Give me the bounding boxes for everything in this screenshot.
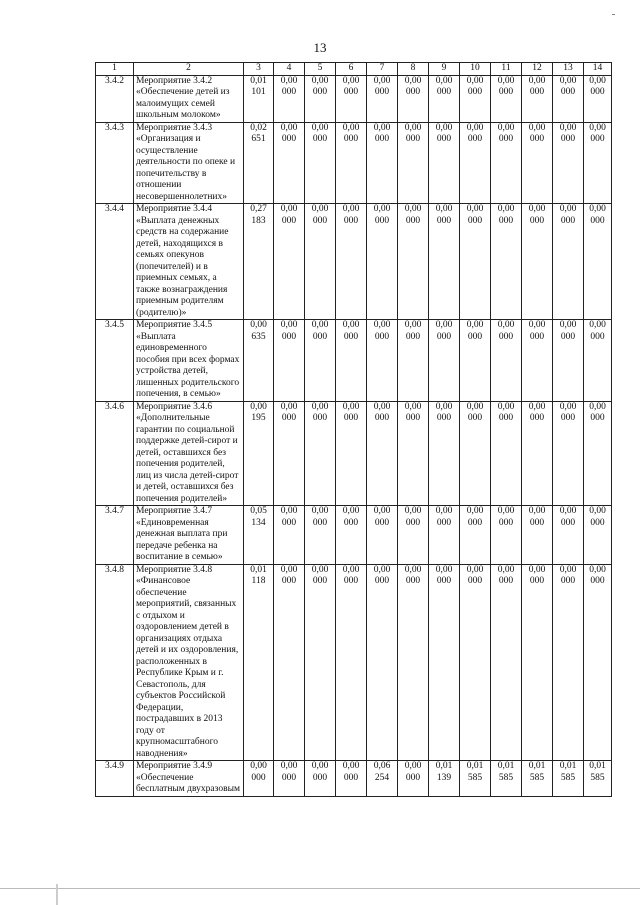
value-cell: 0,00 000 bbox=[274, 204, 305, 320]
value-cell: 0,00 000 bbox=[305, 506, 336, 565]
value-cell: 0,00 635 bbox=[244, 320, 274, 402]
measure-description: Мероприятие 3.4.6 «Дополнительные гарантии по социальной поддержке детей-сирот и детей, оставшихся без попечения родителей, лиц из числа детей-сирот и детей, оставшихся без попечения родителей» bbox=[134, 401, 244, 506]
value-cell: 0,00 195 bbox=[244, 401, 274, 506]
value-cell: 0,00 000 bbox=[274, 401, 305, 506]
value-cell: 0,00 000 bbox=[460, 401, 491, 506]
value-cell: 0,00 000 bbox=[522, 122, 553, 204]
value-cell: 0,00 000 bbox=[336, 320, 367, 402]
value-cell: 0,00 000 bbox=[336, 401, 367, 506]
table-body bbox=[96, 75, 612, 796]
measure-description: Мероприятие 3.4.4 «Выплата денежных средств на содержание детей, находящихся в семьях опекунов (попечителей) и в приемных семьях, а также вознаграждения приемным родителям (родителю)» bbox=[134, 204, 244, 320]
value-cell: 0,00 000 bbox=[522, 75, 553, 122]
value-cell: 0,00 000 bbox=[553, 401, 584, 506]
value-cell: 0,00 000 bbox=[367, 506, 398, 565]
value-cell: 0,00 000 bbox=[398, 761, 429, 797]
value-cell: 0,00 000 bbox=[491, 75, 522, 122]
row-number: 3.4.4 bbox=[96, 204, 134, 320]
value-cell: 0,00 000 bbox=[398, 75, 429, 122]
value-cell: 0,00 000 bbox=[522, 564, 553, 761]
value-cell: 0,00 000 bbox=[305, 204, 336, 320]
value-cell: 0,00 000 bbox=[367, 320, 398, 402]
measure-description: Мероприятие 3.4.2 «Обеспечение детей из малоимущих семей школьным молоком» bbox=[134, 75, 244, 122]
table-row bbox=[96, 320, 612, 402]
value-cell: 0,01 101 bbox=[244, 75, 274, 122]
value-cell: 0,05 134 bbox=[244, 506, 274, 565]
column-header: 4 bbox=[274, 63, 305, 76]
value-cell: 0,01 585 bbox=[522, 761, 553, 797]
column-header: 5 bbox=[305, 63, 336, 76]
column-header: 12 bbox=[522, 63, 553, 76]
row-number: 3.4.8 bbox=[96, 564, 134, 761]
row-number: 3.4.5 bbox=[96, 320, 134, 402]
value-cell: 0,00 000 bbox=[584, 564, 612, 761]
value-cell: 0,00 000 bbox=[584, 320, 612, 402]
binding-mark bbox=[56, 884, 58, 905]
table-row bbox=[96, 401, 612, 506]
value-cell: 0,00 000 bbox=[398, 564, 429, 761]
value-cell: 0,00 000 bbox=[336, 122, 367, 204]
value-cell: 0,00 000 bbox=[553, 122, 584, 204]
value-cell: 0,01 585 bbox=[460, 761, 491, 797]
row-number: 3.4.7 bbox=[96, 506, 134, 565]
value-cell: 0,00 000 bbox=[522, 506, 553, 565]
value-cell: 0,00 000 bbox=[336, 506, 367, 565]
value-cell: 0,00 000 bbox=[491, 564, 522, 761]
value-cell: 0,00 000 bbox=[584, 204, 612, 320]
value-cell: 0,00 000 bbox=[429, 122, 460, 204]
value-cell: 0,00 000 bbox=[429, 320, 460, 402]
value-cell: 0,00 000 bbox=[553, 75, 584, 122]
value-cell: 0,00 000 bbox=[522, 204, 553, 320]
value-cell: 0,00 000 bbox=[398, 506, 429, 565]
value-cell: 0,00 000 bbox=[336, 761, 367, 797]
value-cell: 0,00 000 bbox=[429, 401, 460, 506]
row-number: 3.4.3 bbox=[96, 122, 134, 204]
value-cell: 0,00 000 bbox=[429, 564, 460, 761]
value-cell: 0,00 000 bbox=[336, 564, 367, 761]
value-cell: 0,01 585 bbox=[553, 761, 584, 797]
value-cell: 0,00 000 bbox=[367, 204, 398, 320]
measure-description: Мероприятие 3.4.3 «Организация и осуществление деятельности по опеке и попечительству в отношении несовершеннолетних» bbox=[134, 122, 244, 204]
value-cell: 0,01 585 bbox=[491, 761, 522, 797]
value-cell: 0,00 000 bbox=[491, 122, 522, 204]
table-row bbox=[96, 204, 612, 320]
value-cell: 0,00 000 bbox=[367, 401, 398, 506]
value-cell: 0,00 000 bbox=[584, 75, 612, 122]
value-cell: 0,00 000 bbox=[584, 122, 612, 204]
value-cell: 0,00 000 bbox=[367, 564, 398, 761]
value-cell: 0,00 000 bbox=[305, 564, 336, 761]
value-cell: 0,00 000 bbox=[522, 320, 553, 402]
table-row bbox=[96, 506, 612, 565]
value-cell: 0,06 254 bbox=[367, 761, 398, 797]
measure-description: Мероприятие 3.4.8 «Финансовое обеспечение мероприятий, связанных с отдыхом и оздоровлением детей в организациях отдыха детей и их оздоровления, расположенных в Республике Крым и г. Севастополь, для субъектов Российской Федерации, пострадавших в 2013 году от крупномасштабного наводнения» bbox=[134, 564, 244, 761]
value-cell: 0,00 000 bbox=[522, 401, 553, 506]
column-header: 14 bbox=[584, 63, 612, 76]
value-cell: 0,00 000 bbox=[460, 564, 491, 761]
value-cell: 0,00 000 bbox=[305, 75, 336, 122]
table-row bbox=[96, 122, 612, 204]
column-header: 8 bbox=[398, 63, 429, 76]
column-header: 1 bbox=[96, 63, 134, 76]
measure-description: Мероприятие 3.4.9 «Обеспечение бесплатным двухразовым bbox=[134, 761, 244, 797]
value-cell: 0,01 585 bbox=[584, 761, 612, 797]
column-header: 13 bbox=[553, 63, 584, 76]
page-edge-line bbox=[0, 888, 640, 889]
scan-mark bbox=[612, 14, 615, 15]
value-cell: 0,00 000 bbox=[398, 320, 429, 402]
value-cell: 0,00 000 bbox=[553, 564, 584, 761]
value-cell: 0,00 000 bbox=[460, 122, 491, 204]
measure-description: Мероприятие 3.4.5 «Выплата единовременного пособия при всех формах устройства детей, лишенных родительского попечения, в семью» bbox=[134, 320, 244, 402]
table-row bbox=[96, 75, 612, 122]
value-cell: 0,00 000 bbox=[274, 75, 305, 122]
value-cell: 0,00 000 bbox=[398, 204, 429, 320]
measure-description: Мероприятие 3.4.7 «Единовременная денежная выплата при передаче ребенка на воспитание в семью» bbox=[134, 506, 244, 565]
value-cell: 0,00 000 bbox=[429, 75, 460, 122]
value-cell: 0,00 000 bbox=[429, 204, 460, 320]
value-cell: 0,00 000 bbox=[274, 564, 305, 761]
column-header: 3 bbox=[244, 63, 274, 76]
value-cell: 0,00 000 bbox=[460, 506, 491, 565]
value-cell: 0,01 139 bbox=[429, 761, 460, 797]
value-cell: 0,00 000 bbox=[553, 204, 584, 320]
value-cell: 0,00 000 bbox=[336, 75, 367, 122]
column-header: 2 bbox=[134, 63, 244, 76]
value-cell: 0,00 000 bbox=[305, 401, 336, 506]
value-cell: 0,02 651 bbox=[244, 122, 274, 204]
value-cell: 0,00 000 bbox=[460, 75, 491, 122]
value-cell: 0,00 000 bbox=[584, 401, 612, 506]
column-header: 10 bbox=[460, 63, 491, 76]
data-table bbox=[95, 62, 612, 797]
value-cell: 0,00 000 bbox=[398, 401, 429, 506]
value-cell: 0,00 000 bbox=[305, 122, 336, 204]
value-cell: 0,00 000 bbox=[336, 204, 367, 320]
value-cell: 0,00 000 bbox=[367, 122, 398, 204]
row-number: 3.4.6 bbox=[96, 401, 134, 506]
page-number: 13 bbox=[313, 40, 327, 55]
value-cell: 0,00 000 bbox=[274, 506, 305, 565]
column-header: 6 bbox=[336, 63, 367, 76]
column-header: 11 bbox=[491, 63, 522, 76]
value-cell: 0,00 000 bbox=[274, 761, 305, 797]
value-cell: 0,00 000 bbox=[244, 761, 274, 797]
value-cell: 0,00 000 bbox=[367, 75, 398, 122]
table-row bbox=[96, 564, 612, 761]
value-cell: 0,00 000 bbox=[584, 506, 612, 565]
value-cell: 0,00 000 bbox=[491, 320, 522, 402]
row-number: 3.4.2 bbox=[96, 75, 134, 122]
value-cell: 0,00 000 bbox=[491, 204, 522, 320]
value-cell: 0,00 000 bbox=[491, 506, 522, 565]
column-header: 9 bbox=[429, 63, 460, 76]
value-cell: 0,00 000 bbox=[274, 320, 305, 402]
value-cell: 0,00 000 bbox=[553, 506, 584, 565]
header-row bbox=[96, 63, 612, 76]
value-cell: 0,00 000 bbox=[460, 320, 491, 402]
value-cell: 0,00 000 bbox=[553, 320, 584, 402]
value-cell: 0,27 183 bbox=[244, 204, 274, 320]
value-cell: 0,00 000 bbox=[491, 401, 522, 506]
value-cell: 0,01 118 bbox=[244, 564, 274, 761]
value-cell: 0,00 000 bbox=[398, 122, 429, 204]
value-cell: 0,00 000 bbox=[274, 122, 305, 204]
value-cell: 0,00 000 bbox=[305, 761, 336, 797]
row-number: 3.4.9 bbox=[96, 761, 134, 797]
value-cell: 0,00 000 bbox=[305, 320, 336, 402]
table-row bbox=[96, 761, 612, 797]
value-cell: 0,00 000 bbox=[429, 506, 460, 565]
column-header: 7 bbox=[367, 63, 398, 76]
value-cell: 0,00 000 bbox=[460, 204, 491, 320]
